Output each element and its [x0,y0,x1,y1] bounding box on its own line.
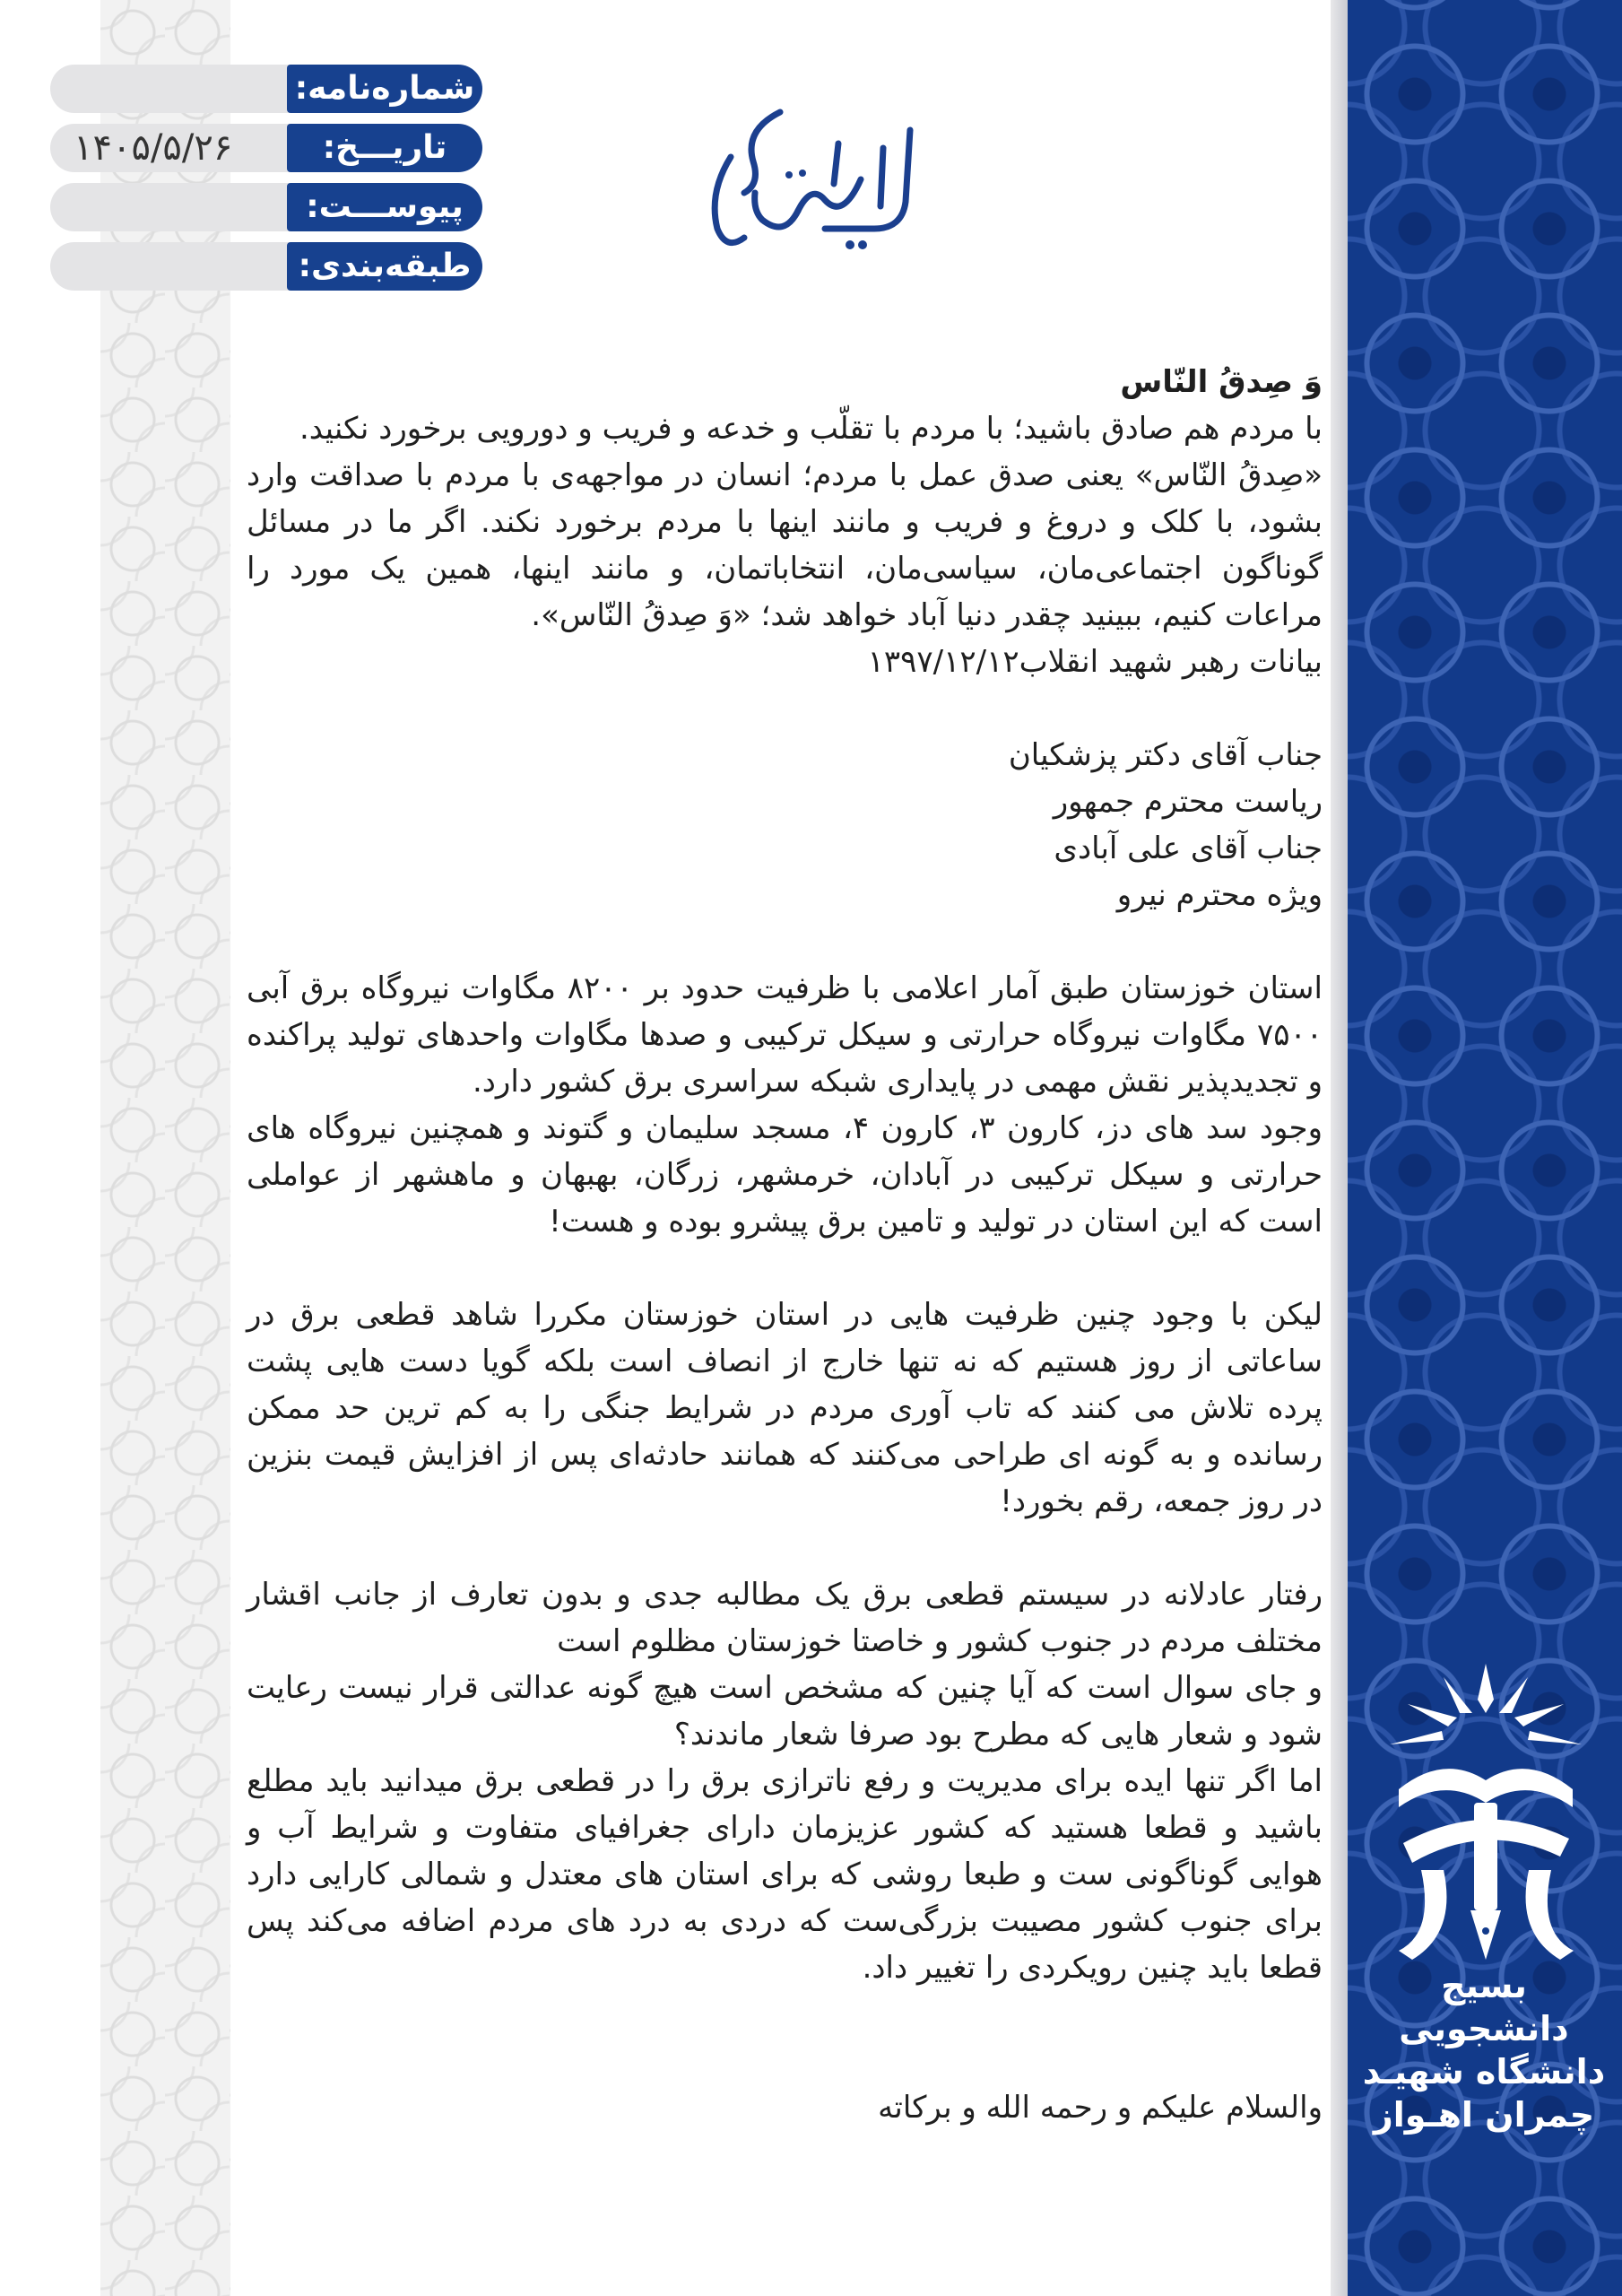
letter-number-label: شماره‌نامه: [287,65,482,113]
paragraph-4: رفتار عادلانه در سیستم قطعی برق یک مطالبه جدی و بدون تعارف از جانب اقشار مختلف مردم در جنوب کشور و خاصتا خوزستان مظلوم است [247,1577,1323,1659]
addressee-2: ریاست محترم جمهور [1053,784,1323,820]
quote-line-1: با مردم هم صادق باشید؛ با مردم با تقلّب و خدعه و فریب و دورویی برخورد نکنید. [299,411,1323,447]
logo-line-2: دانشگاه شهیـد [1362,2052,1606,2092]
classification-value [74,242,307,291]
attachment-field [50,183,319,231]
date-value: ۱۴۰۵/۵/۲۶ [74,127,233,169]
addressee-3: جناب آقای علی آبادی [1054,831,1323,866]
attachment-label: پیوســـت: [287,183,482,231]
spacer [247,1525,1323,1571]
date-field [50,124,319,172]
logo-line-3: چمران اهـواز [1373,2095,1595,2135]
paragraph-2: وجود سد های دز، کارون ۳، کارون ۴، مسجد سلیمان و گتوند و همچنین نیروگاه های حرارتی و سیکل ترکیبی در آبادان، خرمشهر، زرگان، بهبهان و ماهشهر از عواملی است که این استان در تولید و تامین برق پیشرو بوده و هست! [247,1110,1323,1239]
paragraph-1: استان خوزستان طبق آمار اعلامی با ظرفیت حدود بر ۸۲۰۰ مگاوات نیروگاه برق آبی ۷۵۰۰ مگاوات نیروگاه حرارتی و سیکل ترکیبی و صدها مگاوات واحدهای تولید پراکنده و تجدیدپذیر نقش مهمی در پایداری شبکه سراسری برق کشور دارد. [247,970,1323,1100]
quote-source: بیانات رهبر شهید انقلاب۱۳۹۷/۱۲/۱۲ [867,644,1323,680]
spacer [247,1245,1323,1292]
classification-field [50,242,319,291]
bismillah-calligraphy-logo [690,94,924,256]
quote-title: وَ صِدقُ النّاس [1120,364,1323,400]
band-edge [1331,0,1348,2296]
quote-line-2: «صِدقُ النّاس» یعنی صدق عمل با مردم؛ انسان در مواجهه‌ی با مردم با صداقت وارد بشود، با کلک و دروغ و فریب و مانند اینها با مردم برخورد نکند. اگر ما در مسائل گوناگون اجتماعی‌مان، سیاسی‌مان، انتخاباتمان، و مانند اینها، همین یک مورد را مراعات کنیم، ببینید چقدر دنیا آباد خواهد شد؛ «وَ صِدقُ النّاس». [247,457,1323,633]
date-row [50,124,482,172]
decorative-pattern-strip [100,0,230,2296]
attachment-row [50,183,482,231]
paragraph-6: اما اگر تنها ایده برای مدیریت و رفع ناترازی برق را در قطعی برق میدانید باید مطلع باشید و قطعا هستید که کشور عزیزمان دارای جغرافیای متفاوت و شرایط آب و هوایی گوناگونی ست و طبعا روشی که برای استان های معتدل و شمالی کارایی دارد برای جنوب کشور مصیبت بزرگی‌ست که دردی به درد های مردم اضافه می‌کند پس قطعا باید چنین رویکردی را تغییر داد. [247,1763,1323,1986]
attachment-value [74,183,307,231]
paragraph-5: و جای سوال است که آیا چنین که مشخص است هیچ گونه عدالتی قرار نیست رعایت شود و شعار هایی که مطرح بود صرفا شعار ماندند؟ [247,1670,1323,1752]
paragraph-3: لیکن با وجود چنین ظرفیت هایی در استان خوزستان مکررا شاهد قطعی برق در ساعاتی از روز هستیم که نه تنها خارج از انصاف است بلکه گویا دست هایی پشت پرده تلاش می کنند که تاب آوری مردم در شرایط جنگی را به کم ترین حد ممکن رسانده و به گونه ای طراحی می‌کنند که همانند حادثه‌ای پس از افزایش قیمت بنزین در روز جمعه، رقم بخورد! [247,1297,1323,1519]
date-label: تاریـــخ: [287,124,482,172]
logo-caption [1354,1964,1614,2136]
closing-salutation: والسلام علیکم و رحمه الله و برکاته [878,2090,1323,2126]
letter-number-row [50,65,482,113]
letter-number-field [50,65,319,113]
spacer [247,918,1323,965]
logo-line-1: بسیج دانشجویی [1399,1966,1569,2048]
classification-label: طبقه‌بندی: [287,242,482,291]
addressee-1: جناب آقای دکتر پزشکیان [1008,737,1323,773]
classification-row [50,242,482,291]
letter-body [247,359,1323,2131]
addressee-4: ویژه محترم نیرو [1116,877,1323,913]
letter-number-value [74,65,307,113]
